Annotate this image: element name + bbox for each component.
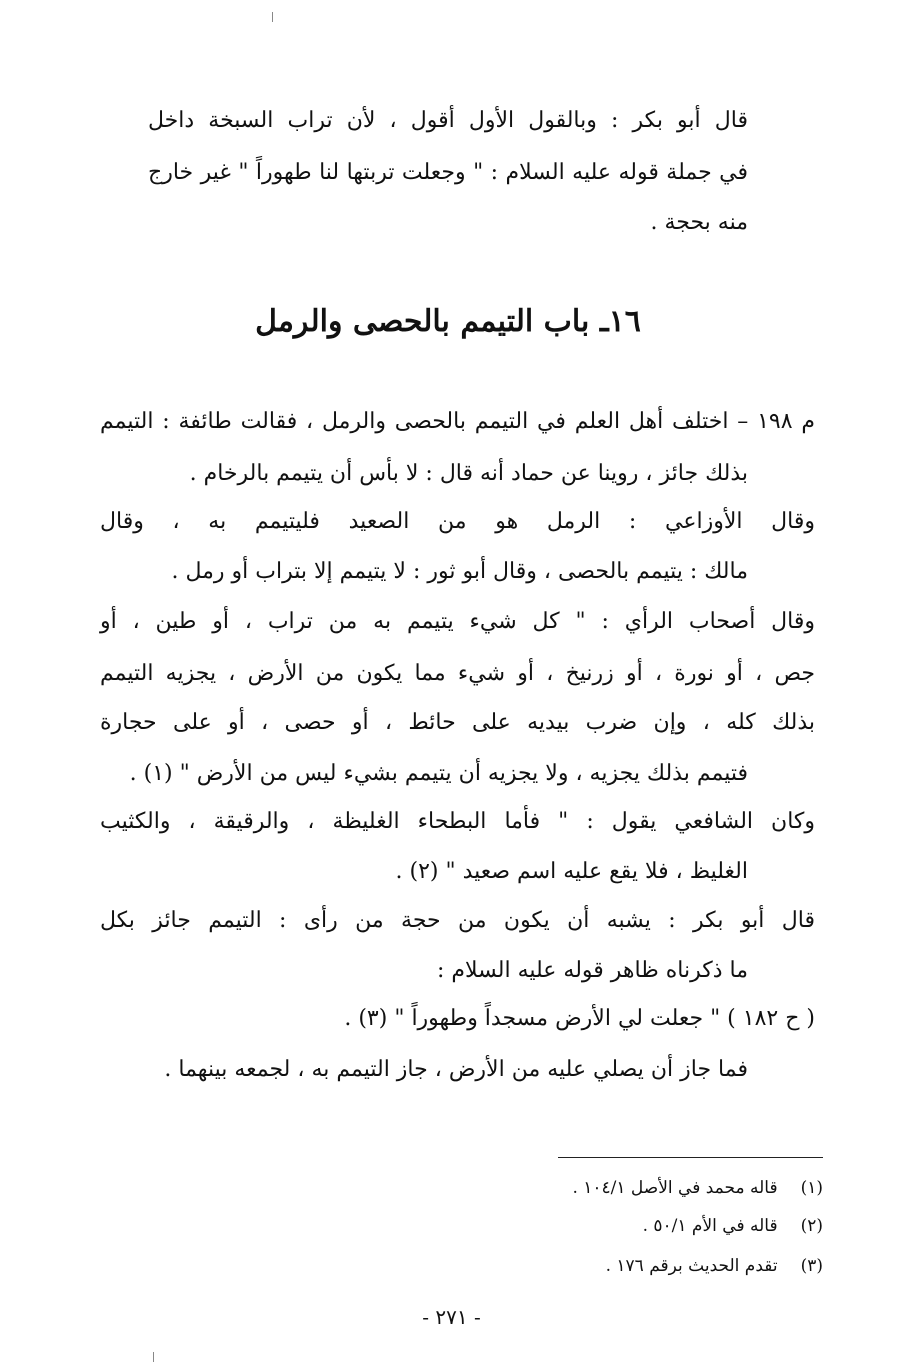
footnote-1	[423, 1174, 823, 1202]
body-line-5: وقال أصحاب الرأي : " كل شيء يتيمم به من تراب ، أو طين ، أو	[100, 609, 815, 634]
body-line-7: بذلك كله ، وإن ضرب بيديه على حائط ، أو حصى ، أو على حجارة	[100, 710, 815, 735]
intro-line-3: منه بحجة .	[650, 210, 748, 235]
body-line-11: قال أبو بكر : يشبه أن يكون من حجة من رأى : التيمم جائز بكل	[100, 908, 815, 933]
footnote-number: (٣)	[800, 1256, 823, 1276]
footnote-separator	[558, 1157, 823, 1158]
body-line-6: جص ، أو نورة ، أو زرنيخ ، أو شيء مما يكون من الأرض ، يجزيه التيمم	[100, 661, 815, 686]
footnote-3	[423, 1252, 823, 1280]
body-line-1: م ١٩٨ – اختلف أهل العلم في التيمم بالحصى والرمل ، فقالت طائفة : التيمم	[100, 409, 815, 434]
scan-mark-top	[272, 12, 273, 22]
scan-mark-bottom	[153, 1352, 154, 1362]
intro-line-2: في جملة قوله عليه السلام : " وجعلت تربتها لنا طهوراً " غير خارج	[148, 160, 748, 185]
body-line-2: بذلك جائز ، روينا عن حماد أنه قال : لا بأس أن يتيمم بالرخام .	[189, 461, 748, 486]
footnote-text: تقدم الحديث برقم ١٧٦ .	[605, 1256, 778, 1276]
intro-line-1: قال أبو بكر : وبالقول الأول أقول ، لأن تراب السبخة داخل	[148, 108, 748, 133]
body-line-12: ما ذكرناه ظاهر قوله عليه السلام :	[437, 958, 748, 983]
page-number: - ٢٧١ -	[422, 1305, 481, 1329]
body-line-10: الغليظ ، فلا يقع عليه اسم صعيد " (٢) .	[395, 859, 748, 884]
body-line-9: وكان الشافعي يقول : " فأما البطحاء الغليظة ، والرقيقة ، والكثيب	[100, 809, 815, 834]
body-line-14: فما جاز أن يصلي عليه من الأرض ، جاز التيمم به ، لجمعه بينهما .	[164, 1057, 748, 1082]
footnote-text: قاله محمد في الأصل ١٠٤/١ .	[572, 1178, 778, 1198]
section-heading: ١٦ـ باب التيمم بالحصى والرمل	[255, 304, 641, 339]
body-line-13: ( ح ١٨٢ ) " جعلت لي الأرض مسجداً وطهوراً " (٣) .	[344, 1006, 815, 1031]
body-line-4: مالك : يتيمم بالحصى ، وقال أبو ثور : لا يتيمم إلا بتراب أو رمل .	[171, 559, 748, 584]
footnote-number: (١)	[800, 1178, 823, 1198]
body-line-3: وقال الأوزاعي : الرمل هو من الصعيد فليتيمم به ، وقال	[100, 509, 815, 534]
footnote-2	[423, 1212, 823, 1240]
footnote-number: (٢)	[800, 1216, 823, 1236]
body-line-8: فتيمم بذلك يجزيه ، ولا يجزيه أن يتيمم بشيء ليس من الأرض " (١) .	[129, 761, 748, 786]
footnote-text: قاله في الأم ٥٠/١ .	[642, 1216, 778, 1236]
